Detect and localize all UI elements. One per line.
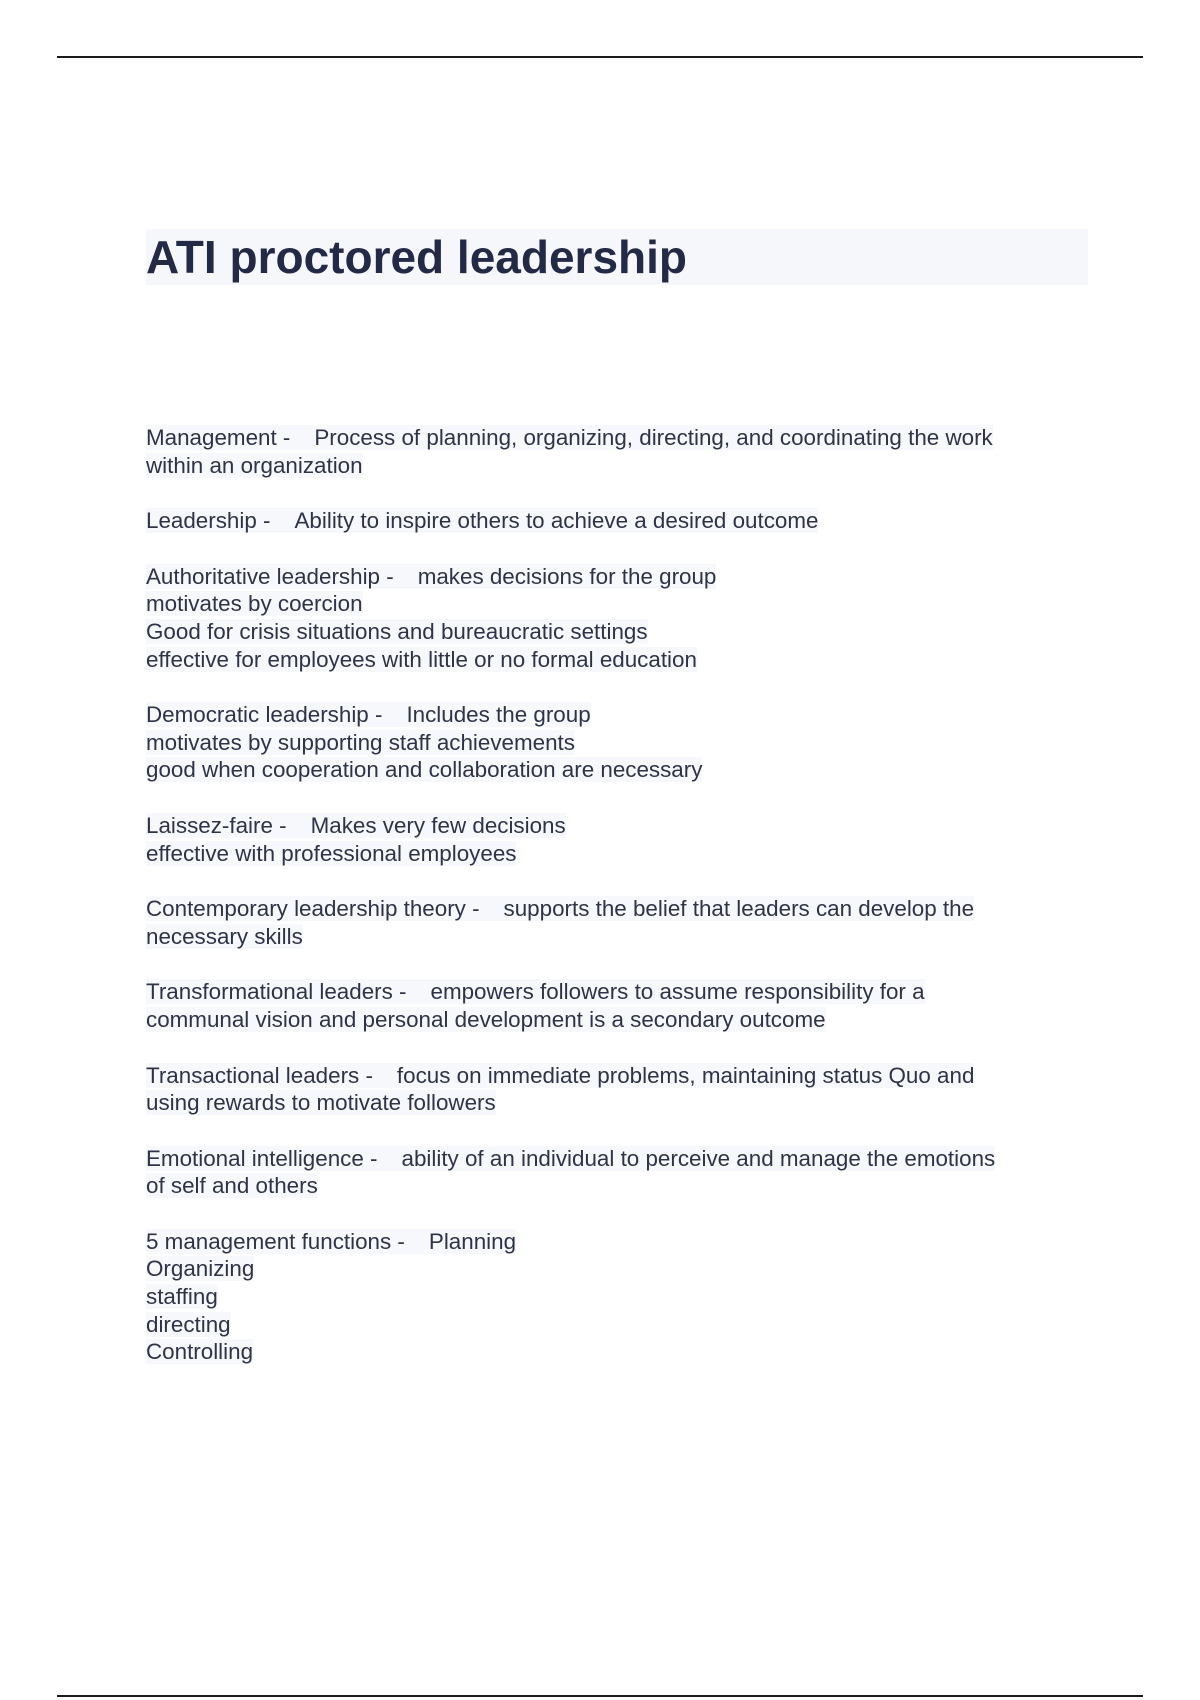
definition-text: empowers followers to assume responsibility for a [430, 979, 925, 1005]
term-label: Authoritative leadership - [146, 563, 394, 589]
definition-text: motivates by coercion [146, 591, 363, 617]
term-label: Laissez-faire - [146, 812, 287, 838]
entry-line [146, 895, 1086, 923]
term-label: Emotional intelligence - [146, 1145, 378, 1171]
term-entry [146, 1145, 1086, 1200]
entry-line [146, 1228, 1086, 1256]
term-label: Transactional leaders - [146, 1062, 373, 1088]
definition-text: necessary skills [146, 923, 303, 949]
entry-line [146, 1062, 1086, 1090]
definition-text: good when cooperation and collaboration are necessary [146, 757, 703, 783]
entry-line [146, 507, 1086, 535]
term-label: Contemporary leadership theory - [146, 896, 480, 922]
entry-line [146, 756, 1086, 784]
definition-text: using rewards to motivate followers [146, 1090, 496, 1116]
entry-line [146, 840, 1086, 868]
entry-line-text [146, 453, 363, 478]
entry-line-text [146, 924, 303, 949]
document-title: ATI proctored leadership [146, 231, 688, 283]
entry-line-text [146, 979, 925, 1004]
bottom-rule [57, 1695, 1143, 1697]
definition-text: focus on immediate problems, maintaining status Quo and [396, 1062, 975, 1088]
entry-line-text [146, 564, 716, 589]
entry-line [146, 1172, 1086, 1200]
definition-text: effective with professional employees [146, 840, 517, 866]
entry-line [146, 1145, 1086, 1173]
term-label: Transformational leaders - [146, 979, 407, 1005]
entry-line-text [146, 1312, 231, 1337]
entry-line-text [146, 1284, 218, 1309]
definition-text: within an organization [146, 452, 363, 478]
definition-text: Process of planning, organizing, directing, and coordinating the work [314, 425, 993, 450]
entry-line [146, 646, 1086, 674]
definition-text: directing [146, 1311, 231, 1337]
entry-line-text [146, 1007, 826, 1032]
definition-text: supports the belief that leaders can develop the [503, 896, 975, 922]
entry-line [146, 563, 1086, 591]
definition-text: communal vision and personal development is a secondary outcome [146, 1006, 826, 1032]
entry-line-text [146, 841, 516, 866]
definition-text: makes decisions for the group [417, 563, 717, 589]
entry-line [146, 978, 1086, 1006]
entry-line-text [146, 1173, 318, 1198]
term-label: Leadership - [146, 508, 271, 534]
term-entry [146, 507, 1086, 535]
entry-line [146, 1283, 1086, 1311]
entry-line [146, 618, 1086, 646]
entry-line-text [146, 1256, 254, 1281]
definition-text: Good for crisis situations and bureaucratic settings [146, 618, 648, 644]
entry-line-text [146, 647, 697, 672]
definition-text: Includes the group [406, 702, 591, 728]
entry-line-text [146, 1146, 995, 1171]
entry-line-text [146, 591, 363, 616]
definition-text: Makes very few decisions [310, 812, 566, 838]
entry-line-text [146, 508, 818, 533]
term-label: Management - [146, 425, 291, 450]
entry-line [146, 1255, 1086, 1283]
definition-text: Planning [428, 1228, 517, 1254]
entry-line-text [146, 757, 702, 782]
definition-text: Controlling [146, 1339, 254, 1365]
term-entry [146, 1062, 1086, 1117]
definition-text: of self and others [146, 1173, 318, 1199]
definition-text: motivates by supporting staff achievements [146, 729, 575, 755]
entry-line-text [146, 896, 974, 921]
term-entry [146, 1228, 1086, 1366]
term-entry [146, 701, 1086, 784]
definition-text: Ability to inspire others to achieve a desired outcome [294, 508, 819, 534]
definition-text: Organizing [146, 1256, 255, 1282]
entry-line [146, 1338, 1086, 1366]
entry-line [146, 923, 1086, 951]
entry-line-text [146, 813, 566, 838]
entry-line [146, 1311, 1086, 1339]
entry-line-text [146, 730, 575, 755]
entry-line [146, 729, 1086, 757]
entry-line [146, 590, 1086, 618]
term-label: 5 management functions - [146, 1228, 405, 1254]
entry-line-text [146, 619, 648, 644]
entry-line [146, 1089, 1086, 1117]
term-entry [146, 563, 1086, 673]
entry-line-text [146, 1339, 253, 1364]
entry-line [146, 812, 1086, 840]
entry-line-text [146, 425, 993, 450]
term-entry [146, 424, 1086, 479]
term-entry [146, 978, 1086, 1033]
entry-line-text [146, 1063, 974, 1088]
entry-line-text [146, 702, 591, 727]
entry-line [146, 452, 1086, 480]
definition-text: effective for employees with little or no formal education [146, 646, 697, 672]
entry-line-text [146, 1229, 516, 1254]
definition-text: ability of an individual to perceive and manage the emotions [401, 1145, 996, 1171]
top-rule [57, 56, 1143, 58]
entry-line [146, 1006, 1086, 1034]
entry-line [146, 424, 1086, 452]
term-label: Democratic leadership - [146, 702, 383, 728]
entry-line-text [146, 1090, 496, 1115]
definition-text: staffing [146, 1284, 218, 1310]
term-list [146, 424, 1086, 1394]
entry-line [146, 701, 1086, 729]
term-entry [146, 812, 1086, 867]
term-entry [146, 895, 1086, 950]
